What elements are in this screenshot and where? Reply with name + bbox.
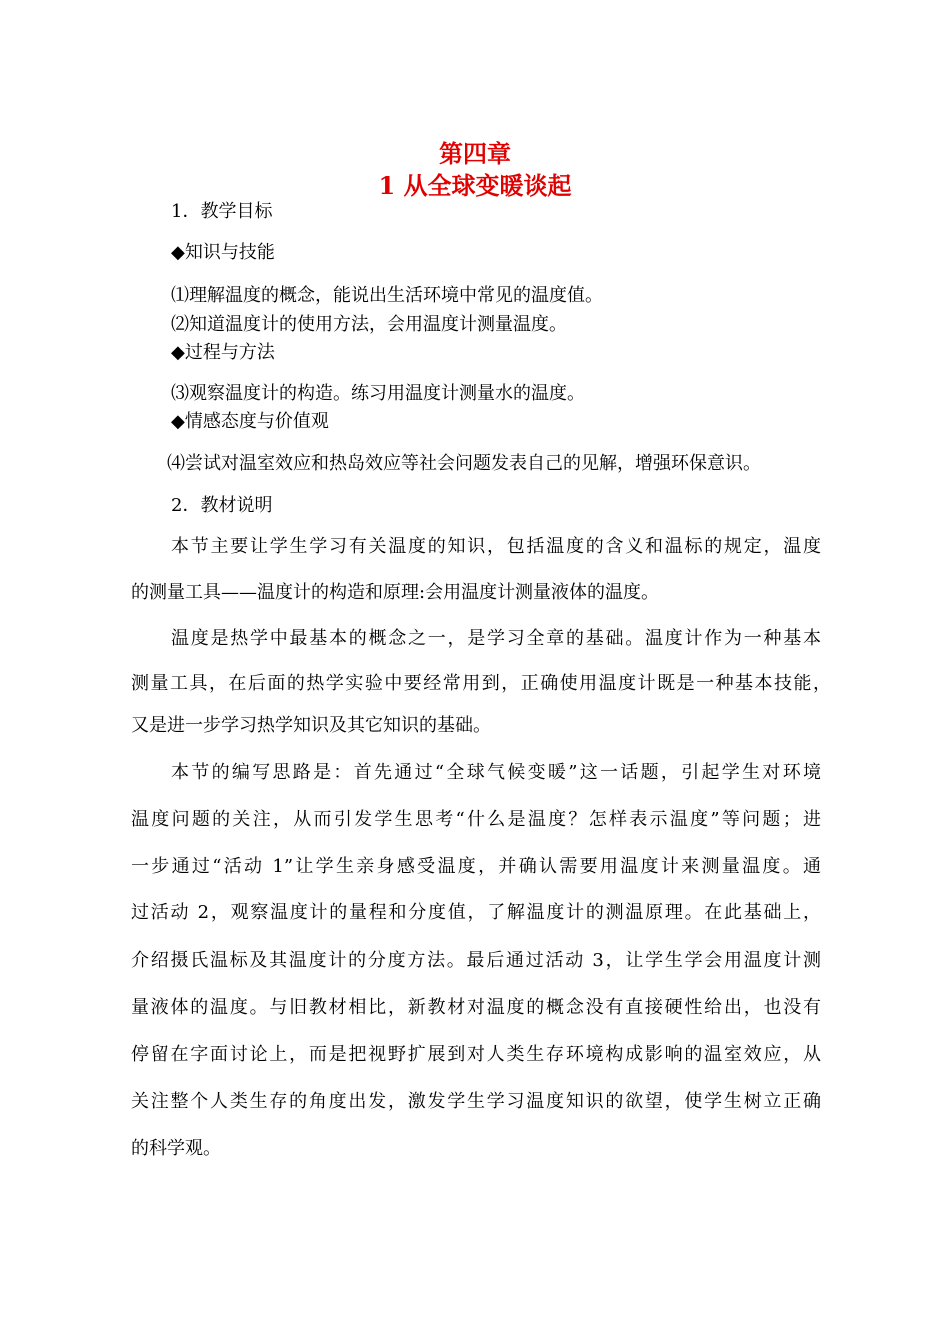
paragraph-2-line-1: 温度是热学中最基本的概念之一，是学习全章的基础。温度计作为一种基本 [171, 628, 821, 649]
paragraph-3-line-5: 介绍摄氏温标及其温度计的分度方法。最后通过活动 3，让学生学会用温度计测 [131, 950, 821, 971]
paragraph-3-line-7: 停留在字面讨论上，而是把视野扩展到对人类生存环境构成影响的温室效应，从 [131, 1044, 821, 1065]
paragraph-3-line-6: 量液体的温度。与旧教材相比，新教材对温度的概念没有直接硬性给出，也没有 [131, 997, 821, 1018]
objective-item-1: ⑴理解温度的概念，能说出生活环境中常见的温度值。 [171, 285, 603, 306]
paragraph-3-line-4: 过活动 2，观察温度计的量程和分度值，了解温度计的测温原理。在此基础上， [131, 902, 821, 923]
knowledge-skills-heading: ◆知识与技能 [171, 242, 275, 263]
process-methods-heading: ◆过程与方法 [171, 342, 275, 363]
paragraph-3-line-2: 温度问题的关注，从而引发学生思考“什么是温度？怎样表示温度”等问题；进 [131, 809, 821, 830]
paragraph-1-line-2: 的测量工具——温度计的构造和原理:会用温度计测量液体的温度。 [131, 582, 660, 603]
section-title: 1 从全球变暖谈起 [378, 171, 572, 200]
objective-item-4: ⑷尝试对温室效应和热岛效应等社会问题发表自己的见解，增强环保意识。 [167, 453, 761, 474]
objectives-heading: 1．教学目标 [171, 201, 273, 222]
materials-heading: 2．教材说明 [171, 495, 273, 516]
attitude-values-heading: ◆情感态度与价值观 [171, 411, 329, 432]
paragraph-2-line-2: 测量工具，在后面的热学实验中要经常用到，正确使用温度计既是一种基本技能， [131, 673, 831, 694]
paragraph-2-line-3: 又是进一步学习热学知识及其它知识的基础。 [131, 715, 491, 736]
chapter-title: 第四章 [439, 139, 511, 168]
paragraph-3-line-1: 本节的编写思路是：首先通过“全球气候变暖”这一话题，引起学生对环境 [171, 762, 821, 783]
paragraph-1-line-1: 本节主要让学生学习有关温度的知识，包括温度的含义和温标的规定，温度 [171, 536, 821, 557]
paragraph-3-line-9: 的科学观。 [131, 1138, 221, 1159]
paragraph-3-line-8: 关注整个人类生存的角度出发，激发学生学习温度知识的欲望，使学生树立正确 [131, 1091, 821, 1112]
objective-item-2: ⑵知道温度计的使用方法，会用温度计测量温度。 [171, 314, 567, 335]
paragraph-3-line-3: 一步通过“活动 1”让学生亲身感受温度，并确认需要用温度计来测量温度。通 [131, 856, 821, 877]
objective-item-3: ⑶观察温度计的构造。练习用温度计测量水的温度。 [171, 383, 585, 404]
